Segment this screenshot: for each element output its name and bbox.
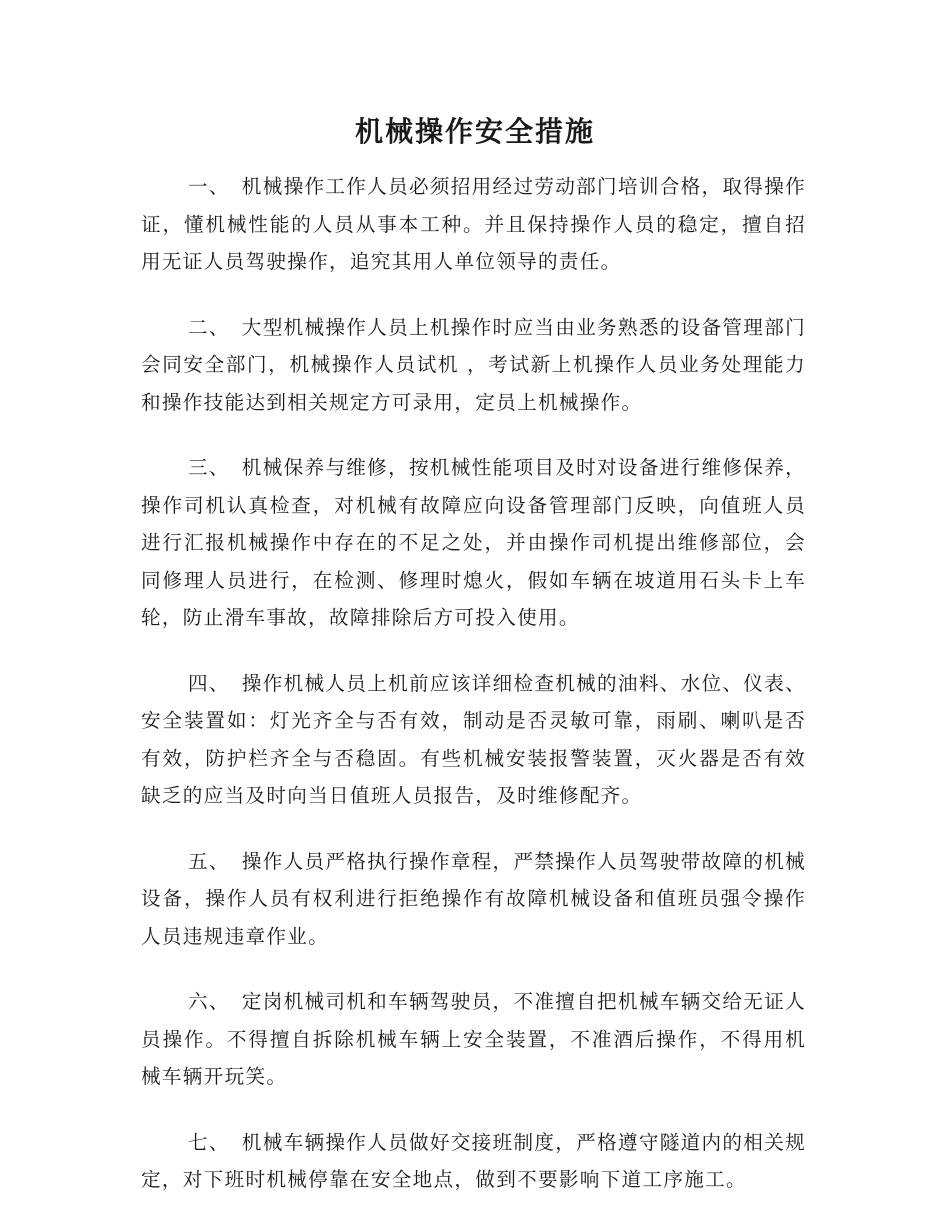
paragraph-number: 三、: [188, 456, 230, 479]
paragraph-text: 机械保养与维修，按机械性能项目及时对设备进行维修保养，操作司机认真检查，对机械有故障应向设备管理部门反映，向值班人员进行汇报机械操作中存在的不足之处，并由操作司机提出维修部位，会同修理人员进行，在检测、修理时熄火，假如车辆在坡道用石头卡上车轮，防止滑车事故，故障排除后方可投入使用。: [141, 456, 806, 629]
paragraph-7: [141, 1124, 806, 1199]
paragraph-2: [141, 309, 806, 422]
paragraph-1: [141, 168, 806, 281]
paragraph-text: 机械操作工作人员必须招用经过劳动部门培训合格，取得操作证，懂机械性能的人员从事本工种。并且保持操作人员的稳定，擅自招用无证人员驾驶操作，追究其用人单位领导的责任。: [141, 175, 806, 273]
paragraph-number: 二、: [188, 315, 230, 339]
paragraph-number: 一、: [188, 175, 230, 198]
paragraph-number: 七、: [188, 1130, 230, 1154]
document-title: 机械操作安全措施: [354, 115, 595, 148]
paragraph-text: 定岗机械司机和车辆驾驶员，不准擅自把机械车辆交给无证人员操作。不得擅自拆除机械车辆上安全装置，不准酒后操作，不得用机械车辆开玩笑。: [141, 990, 806, 1088]
document-body: [141, 168, 806, 1227]
paragraph-text: 机械车辆操作人员做好交接班制度，严格遵守隧道内的相关规定，对下班时机械停靠在安全地点，做到不要影响下道工序施工。: [141, 1130, 806, 1191]
paragraph-5: [141, 843, 806, 956]
paragraph-text: 操作机械人员上机前应该详细检查机械的油料、水位、仪表、安全装置如：灯光齐全与否有效，制动是否灵敏可靠，雨刷、喇叭是否有效，防护栏齐全与否稳固。有些机械安装报警装置，灭火器是否有效缺乏的应当及时向当日值班人员报告，及时维修配齐。: [141, 671, 806, 807]
paragraph-number: 六、: [188, 990, 230, 1013]
paragraph-number: 四、: [188, 671, 230, 695]
paragraph-text: 大型机械操作人员上机操作时应当由业务熟悉的设备管理部门会同安全部门，机械操作人员试机 ，考试新上机操作人员业务处理能力和操作技能达到相关规定方可录用，定员上机械操作。: [141, 315, 806, 414]
paragraph-6: [141, 983, 806, 1096]
paragraph-4: [141, 665, 806, 815]
paragraph-3: [141, 449, 806, 637]
paragraph-text: 操作人员严格执行操作章程，严禁操作人员驾驶带故障的机械设备，操作人员有权利进行拒绝操作有故障机械设备和值班员强令操作人员违规违章作业。: [141, 849, 806, 948]
paragraph-number: 五、: [188, 849, 230, 873]
